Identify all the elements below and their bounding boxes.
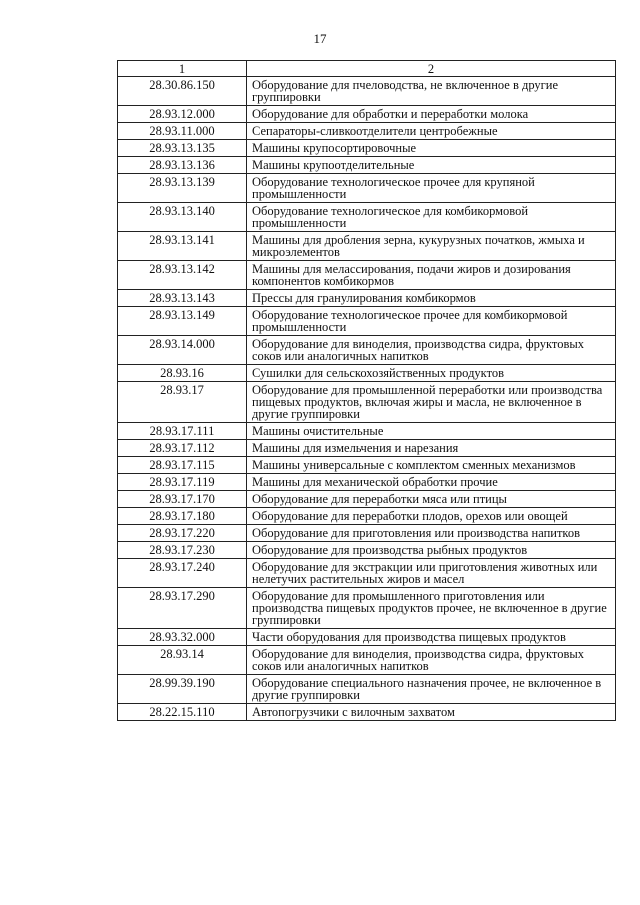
row-name: Оборудование технологическое прочее для комбикормовой промышленности: [247, 307, 616, 336]
table-row: [118, 382, 616, 423]
row-code: 28.93.14.000: [118, 336, 247, 365]
row-code: 28.93.16: [118, 365, 247, 382]
row-name: Автопогрузчики с вилочным захватом: [247, 704, 616, 721]
row-name: Машины универсальные с комплектом сменных механизмов: [247, 457, 616, 474]
table-row: [118, 174, 616, 203]
table-row: [118, 559, 616, 588]
row-code: 28.93.13.139: [118, 174, 247, 203]
row-name: Машины очистительные: [247, 423, 616, 440]
column-header-name: 2: [247, 61, 616, 77]
row-code: 28.93.17.230: [118, 542, 247, 559]
table-row: [118, 542, 616, 559]
table-row: [118, 77, 616, 106]
table-row: [118, 106, 616, 123]
row-name: Оборудование для приготовления или производства напитков: [247, 525, 616, 542]
row-code: 28.93.17: [118, 382, 247, 423]
row-name: Прессы для гранулирования комбикормов: [247, 290, 616, 307]
table-row: [118, 140, 616, 157]
table-row: [118, 290, 616, 307]
row-name: Оборудование для виноделия, производства сидра, фруктовых соков или аналогичных напитков: [247, 336, 616, 365]
row-name: Оборудование для промышленной переработки или производства пищевых продуктов, включая жиры и масла, не включенное в другие группировки: [247, 382, 616, 423]
row-name: Оборудование для промышленного приготовления или производства пищевых продуктов прочее, не включенное в другие группировки: [247, 588, 616, 629]
row-name: Части оборудования для производства пищевых продуктов: [247, 629, 616, 646]
row-code: 28.93.13.135: [118, 140, 247, 157]
table-row: [118, 157, 616, 174]
table-row: [118, 508, 616, 525]
row-code: 28.93.13.141: [118, 232, 247, 261]
row-code: 28.30.86.150: [118, 77, 247, 106]
row-name: Оборудование для виноделия, производства сидра, фруктовых соков или аналогичных напитков: [247, 646, 616, 675]
table-row: [118, 588, 616, 629]
table-row: [118, 629, 616, 646]
row-code: 28.22.15.110: [118, 704, 247, 721]
row-name: Машины для измельчения и нарезания: [247, 440, 616, 457]
table-row: [118, 336, 616, 365]
table-row: [118, 491, 616, 508]
row-code: 28.93.17.112: [118, 440, 247, 457]
table-row: [118, 261, 616, 290]
table-row: [118, 203, 616, 232]
column-header-code: 1: [118, 61, 247, 77]
row-name: Машины для механической обработки прочие: [247, 474, 616, 491]
row-name: Сушилки для сельскохозяйственных продуктов: [247, 365, 616, 382]
row-code: 28.93.17.111: [118, 423, 247, 440]
table-row: [118, 232, 616, 261]
table-row: [118, 457, 616, 474]
table-header-row: [118, 61, 616, 77]
table-row: [118, 675, 616, 704]
row-code: 28.93.13.136: [118, 157, 247, 174]
table-row: [118, 423, 616, 440]
table-row: [118, 440, 616, 457]
row-name: Оборудование технологическое прочее для крупяной промышленности: [247, 174, 616, 203]
table-row: [118, 123, 616, 140]
row-code: 28.93.32.000: [118, 629, 247, 646]
table-row: [118, 704, 616, 721]
row-name: Сепараторы-сливкоотделители центробежные: [247, 123, 616, 140]
row-code: 28.93.14: [118, 646, 247, 675]
table-row: [118, 474, 616, 491]
page-number: 17: [313, 31, 327, 46]
row-code: 28.99.39.190: [118, 675, 247, 704]
row-code: 28.93.13.143: [118, 290, 247, 307]
row-name: Оборудование технологическое для комбикормовой промышленности: [247, 203, 616, 232]
row-name: Оборудование для производства рыбных продуктов: [247, 542, 616, 559]
row-code: 28.93.12.000: [118, 106, 247, 123]
row-code: 28.93.13.140: [118, 203, 247, 232]
row-name: Машины крупосортировочные: [247, 140, 616, 157]
row-name: Машины крупоотделительные: [247, 157, 616, 174]
row-name: Оборудование для пчеловодства, не включенное в другие группировки: [247, 77, 616, 106]
equipment-code-table: [117, 60, 616, 721]
row-code: 28.93.17.290: [118, 588, 247, 629]
table-row: [118, 365, 616, 382]
row-code: 28.93.17.240: [118, 559, 247, 588]
row-code: 28.93.11.000: [118, 123, 247, 140]
table-row: [118, 525, 616, 542]
row-code: 28.93.17.119: [118, 474, 247, 491]
row-name: Оборудование для экстракции или приготовления животных или нелетучих растительных жиров и масел: [247, 559, 616, 588]
row-code: 28.93.17.220: [118, 525, 247, 542]
row-code: 28.93.17.115: [118, 457, 247, 474]
row-name: Оборудование специального назначения прочее, не включенное в другие группировки: [247, 675, 616, 704]
row-code: 28.93.13.149: [118, 307, 247, 336]
row-name: Оборудование для переработки мяса или птицы: [247, 491, 616, 508]
row-code: 28.93.17.180: [118, 508, 247, 525]
row-code: 28.93.13.142: [118, 261, 247, 290]
row-name: Оборудование для обработки и переработки молока: [247, 106, 616, 123]
row-name: Оборудование для переработки плодов, орехов или овощей: [247, 508, 616, 525]
table-row: [118, 646, 616, 675]
row-name: Машины для дробления зерна, кукурузных початков, жмыха и микроэлементов: [247, 232, 616, 261]
table-row: [118, 307, 616, 336]
row-name: Машины для мелассирования, подачи жиров и дозирования компонентов комбикормов: [247, 261, 616, 290]
row-code: 28.93.17.170: [118, 491, 247, 508]
